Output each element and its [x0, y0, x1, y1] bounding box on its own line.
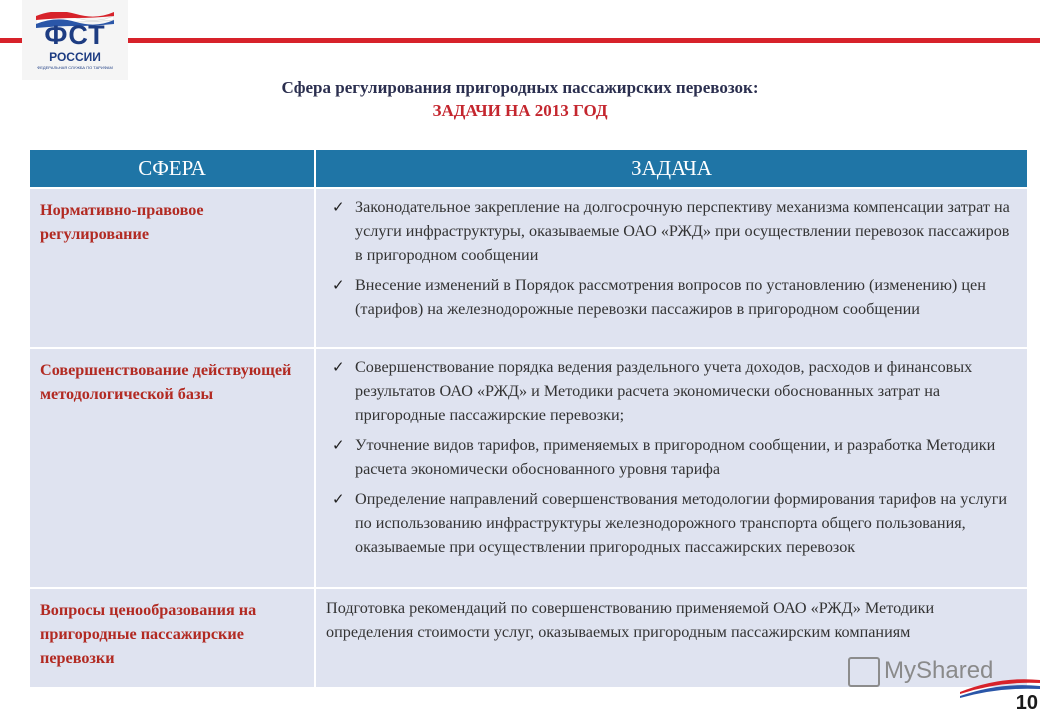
page-number: 10 [1015, 692, 1038, 714]
check-icon: ✓ [332, 360, 345, 376]
task-text: Совершенствование порядка ведения раздельного учета доходов, расходов и финансовых результатов ОАО «РЖД» и Методики расчета экономически обоснованных затрат на пригородные пассажирские перевозки; [355, 358, 973, 424]
check-icon: ✓ [332, 278, 345, 294]
task-text: Определение направлений совершенствования методологии формирования тарифов на услуги по использованию инфраструктуры железнодорожного транспорта общего пользования, оказываемые при осуществлении пригородных пассажирских перевозок [355, 490, 1008, 556]
myshared-icon [848, 657, 880, 687]
task-item [326, 195, 1017, 267]
fst-logo [22, 0, 128, 80]
task-list [326, 355, 1017, 559]
table-row [29, 348, 1028, 588]
check-icon: ✓ [332, 438, 345, 454]
logo-sub-text: РОССИИ [49, 50, 101, 64]
table-header-row [29, 149, 1028, 188]
sphere-cell: Вопросы ценообразования на пригородные пассажирские перевозки [29, 588, 315, 688]
header-rule-left [0, 38, 22, 43]
task-text: Уточнение видов тарифов, применяемых в пригородном сообщении, и разработка Методики расчета экономически обоснованного уровня тарифа [355, 436, 996, 478]
task-item [326, 273, 1017, 321]
page-title: Сфера регулирования пригородных пассажирских перевозок: [281, 78, 759, 97]
page-subtitle: ЗАДАЧИ НА 2013 ГОД [432, 101, 608, 120]
task-item [326, 355, 1017, 427]
column-header-sphere: СФЕРА [29, 149, 315, 188]
task-item [326, 433, 1017, 481]
task-cell [315, 348, 1028, 588]
tasks-table [28, 148, 1029, 689]
task-list [326, 195, 1017, 321]
watermark-text: MyShared [884, 657, 994, 684]
sphere-cell: Нормативно-правовое регулирование [29, 188, 315, 348]
logo-main-text: ФСТ [44, 20, 106, 50]
check-icon: ✓ [332, 200, 345, 216]
task-text: Законодательное закрепление на долгосрочную перспективу механизма компенсации затрат на услуги инфраструктуры, оказываемые ОАО «РЖД» при осуществлении перевозок пассажиров в пригородном сообщении [355, 198, 1010, 264]
task-cell [315, 188, 1028, 348]
task-text: Внесение изменений в Порядок рассмотрения вопросов по установлению (изменению) цен (тарифов) на железнодорожные перевозки пассажиров в пригородном сообщении [355, 276, 986, 318]
task-item [326, 487, 1017, 559]
task-cell: Подготовка рекомендаций по совершенствованию применяемой ОАО «РЖД» Методики определения стоимости услуг, оказываемых пригородным пассажирским компаниям [315, 588, 1028, 688]
sphere-cell: Совершенствование действующей методологической базы [29, 348, 315, 588]
header-rule-right [128, 38, 1040, 43]
logo-tagline: ФЕДЕРАЛЬНАЯ СЛУЖБА ПО ТАРИФАМ [37, 65, 113, 70]
table-row [29, 188, 1028, 348]
check-icon: ✓ [332, 492, 345, 508]
column-header-task: ЗАДАЧА [315, 149, 1028, 188]
